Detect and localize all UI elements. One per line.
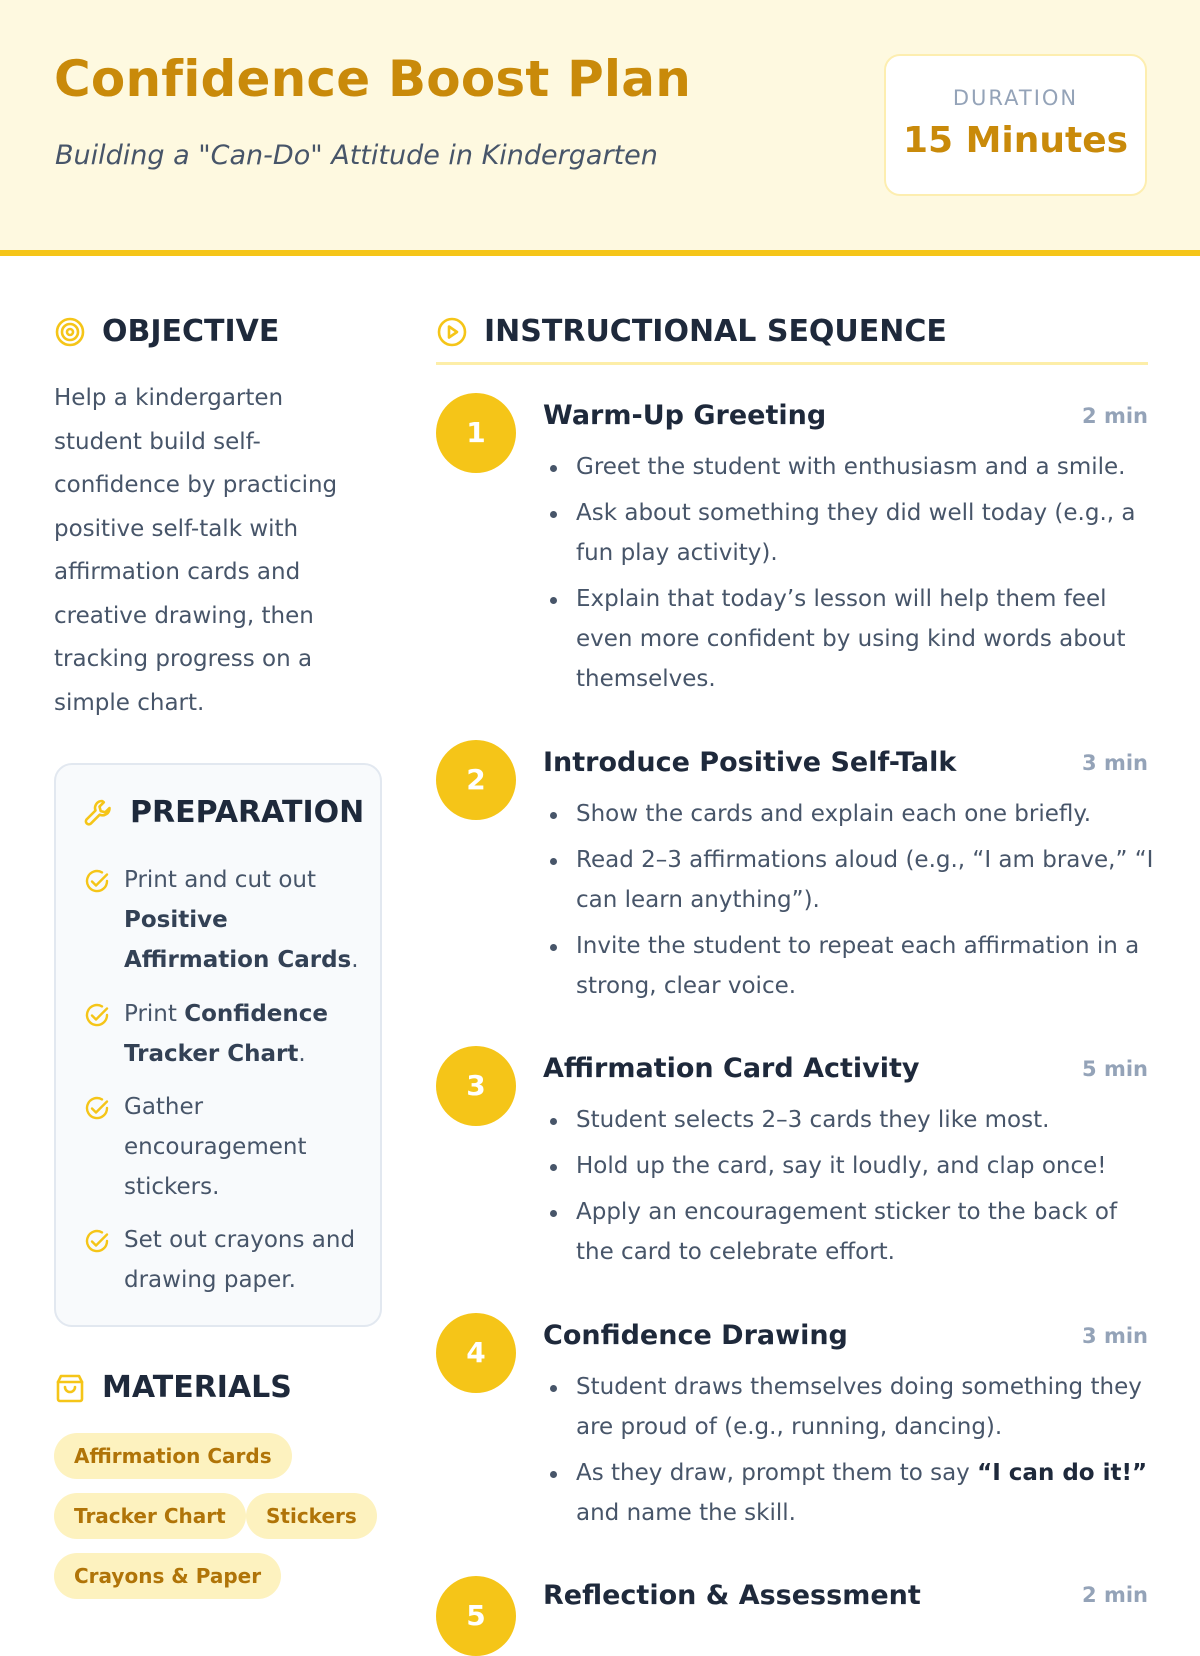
step-number: 3: [436, 1046, 516, 1126]
shopping-bag-icon: [54, 1372, 86, 1404]
check-circle-icon: [84, 869, 110, 895]
step-time: 5 min: [1082, 1057, 1148, 1081]
objective-heading-label: OBJECTIVE: [102, 314, 280, 349]
step-number: 4: [436, 1313, 516, 1393]
sequence-heading-label: INSTRUCTIONAL SEQUENCE: [484, 314, 947, 349]
preparation-heading: [82, 795, 364, 830]
step-bullet: Hold up the card, say it loudly, and clap once!: [576, 1146, 1161, 1186]
step-time: 3 min: [1082, 1324, 1148, 1348]
check-circle-icon: [84, 1003, 110, 1029]
step-bullet: Student selects 2–3 cards they like most.: [576, 1100, 1161, 1140]
header-banner: [0, 0, 1200, 256]
step-title: Introduce Positive Self-Talk: [543, 747, 957, 778]
step-bullets: [576, 1100, 1161, 1278]
prep-item-text: Set out crayons and drawing paper.: [124, 1227, 356, 1293]
step-title: Confidence Drawing: [543, 1320, 848, 1351]
step-title: Warm-Up Greeting: [543, 400, 827, 431]
step-number: 5: [436, 1576, 516, 1656]
prep-item-text: Gather encouragement stickers.: [124, 1094, 307, 1200]
step-bullets: [576, 1367, 1161, 1539]
step-bullet: Ask about something they did well today (e.g., a fun play activity).: [576, 493, 1161, 573]
objective-heading: [54, 314, 279, 349]
preparation-heading-label: PREPARATION: [130, 795, 365, 830]
step-bullets: [576, 794, 1161, 1012]
step-bullet: Explain that today’s lesson will help them feel even more confident by using kind words about themselves.: [576, 579, 1161, 699]
step-title: Affirmation Card Activity: [543, 1053, 920, 1084]
sequence-heading: [436, 314, 947, 349]
step-time: 3 min: [1082, 751, 1148, 775]
target-icon: [54, 316, 86, 348]
check-circle-icon: [84, 1229, 110, 1255]
step-number: 2: [436, 740, 516, 820]
step-number: 1: [436, 393, 516, 473]
material-chip: Tracker Chart: [54, 1493, 246, 1539]
duration-label: DURATION: [952, 86, 1079, 110]
materials-heading: [54, 1370, 292, 1405]
material-chip: Stickers: [246, 1493, 377, 1539]
page-title: Confidence Boost Plan: [54, 50, 691, 108]
step-bullet: Apply an encouragement sticker to the back of the card to celebrate effort.: [576, 1192, 1161, 1272]
page-subtitle: Building a "Can-Do" Attitude in Kindergarten: [55, 140, 658, 171]
prep-item-text: Print and cut out Positive Affirmation Cards.: [124, 867, 359, 973]
step-title: Reflection & Assessment: [543, 1580, 921, 1611]
sequence-divider: [436, 362, 1148, 365]
duration-card: [884, 54, 1147, 196]
step-bullet: Read 2–3 affirmations aloud (e.g., “I am brave,” “I can learn anything”).: [576, 840, 1161, 920]
material-chip: Crayons & Paper: [54, 1553, 281, 1599]
wrench-icon: [82, 797, 114, 829]
step-bullet: Show the cards and explain each one briefly.: [576, 794, 1161, 834]
check-circle-icon: [84, 1096, 110, 1122]
prep-item-text: Print Confidence Tracker Chart.: [124, 1001, 328, 1067]
step-bullets: [576, 447, 1161, 705]
preparation-card: [54, 763, 382, 1327]
objective-text: Help a kindergarten student build self-confidence by practicing positive self-talk with affirmation cards and creative drawing, then tracking progress on a simple chart.: [54, 385, 338, 716]
step-bullet: Invite the student to repeat each affirmation in a strong, clear voice.: [576, 926, 1161, 1006]
step-bullet: As they draw, prompt them to say “I can do it!” and name the skill.: [576, 1453, 1161, 1533]
play-circle-icon: [436, 316, 468, 348]
duration-value: 15 Minutes: [902, 120, 1129, 161]
material-chip: Affirmation Cards: [54, 1433, 292, 1479]
step-bullet: Greet the student with enthusiasm and a smile.: [576, 447, 1161, 487]
materials-heading-label: MATERIALS: [102, 1370, 292, 1405]
step-time: 2 min: [1082, 404, 1148, 428]
step-bullet: Student draws themselves doing something they are proud of (e.g., running, dancing).: [576, 1367, 1161, 1447]
step-time: 2 min: [1082, 1583, 1148, 1607]
